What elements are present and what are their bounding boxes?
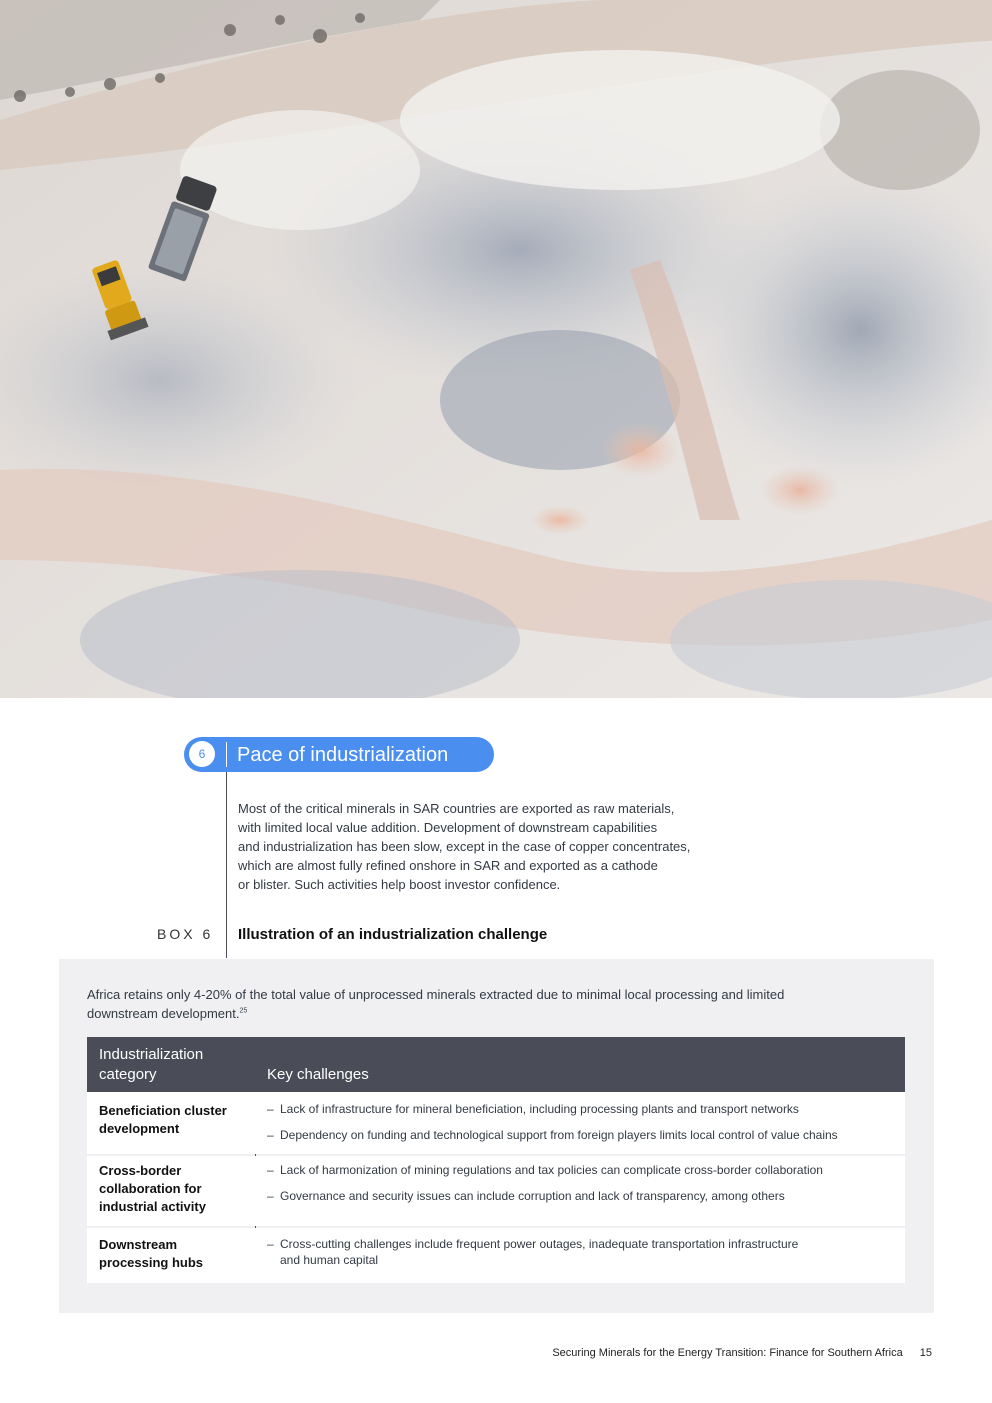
table-row [87,1228,905,1283]
footer-title: Securing Minerals for the Energy Transition: [552,1347,767,1359]
box-label: BOX 6 [157,926,214,942]
challenge-item: – Lack of infrastructure for mineral beneficiation, including processing plants and transport networks [267,1102,799,1116]
challenge-item: – Lack of harmonization of mining regulations and tax policies can complicate cross-border collaboration [267,1163,823,1177]
intro-line: Most of the critical minerals in SAR countries are exported as raw materials, [238,801,675,816]
table-row [87,1156,905,1226]
box-lead-line: downstream development.$^{25}$ [87,1006,248,1021]
table-header [87,1037,905,1092]
row-challenges [267,1101,897,1153]
header-category: Industrialization category [99,1046,204,1083]
box-title: Illustration of an industrialization challenge [238,926,548,943]
intro-line: and industrialization has been slow, except in the case of copper concentrates, [238,839,691,854]
challenge-item: – Governance and security issues can include corruption and lack of transparency, among others [267,1189,785,1203]
box-lead-line: Africa retains only 4-20% of the total value of unprocessed minerals extracted due to minimal local processing and limited [87,987,785,1002]
footer-subtitle: Finance for Southern Africa [769,1347,903,1359]
aerial-quarry-illustration [0,0,992,698]
intro-line: with limited local value addition. Development of downstream capabilities [238,820,658,835]
header-key-challenges: Key challenges [267,1066,369,1083]
section-title: Pace of industrialization [237,744,449,766]
row-challenges [267,1236,897,1278]
row-challenges [267,1162,897,1214]
challenge-item: – Cross-cutting challenges include frequent power outages, inadequate transportation infrastructure and human capital [267,1237,799,1267]
section-left-rule [226,772,227,958]
footnote-marker[interactable]: 25 [239,1007,248,1015]
section-number-badge: 6 [189,741,215,767]
page-footer [552,1347,932,1359]
aerial-quarry-photo [0,0,992,698]
page-number: 15 [919,1347,932,1359]
table-row [87,1092,905,1154]
intro-line: or blister. Such activities help boost investor confidence. [238,877,561,892]
row-category: Downstream processing hubs [99,1237,204,1270]
pill-divider [226,742,227,767]
intro-line: which are almost fully refined onshore in SAR and exported as a cathode [238,858,658,873]
challenge-item: – Dependency on funding and technological support from foreign players limits local control of value chains [267,1128,838,1142]
row-category: Cross-border collaboration for industrial activity [99,1163,206,1214]
row-category: Beneficiation cluster development [99,1103,227,1136]
box-lead-paragraph [87,985,907,1023]
section-intro-paragraph [238,799,798,894]
